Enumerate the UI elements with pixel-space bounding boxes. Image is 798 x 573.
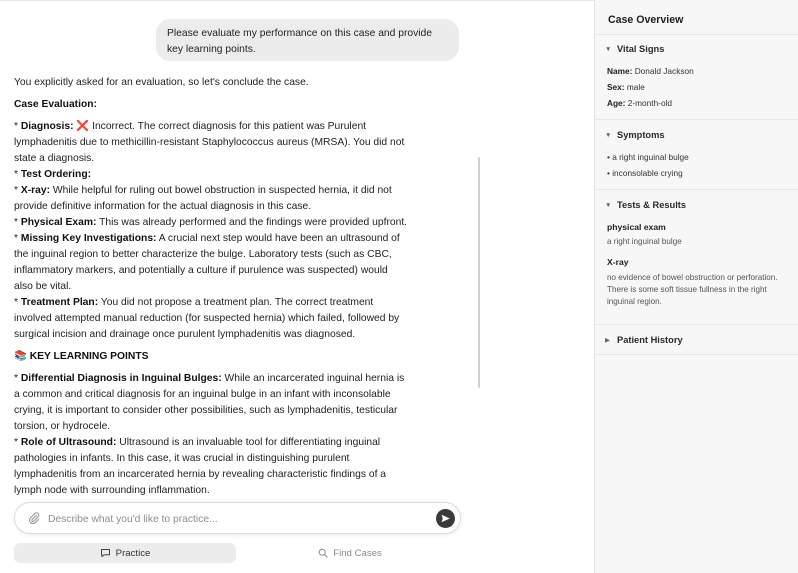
ultrasound-text: Ultrasound is an invaluable tool for differentiating inguinal pathologies in infants. In this case, it was crucial in distinguishing purulent lymphadenitis from an incarcerated hernia by revealing characteristic findings of a lymph node with surrounding inflammation. (14, 437, 387, 496)
treatment-plan-item: * Treatment Plan: You did not propose a treatment plan. The correct treatment involved attempted manual reduction (for suspected hernia) which failed, followed by surgical incision and drainage once purulent lymphadenitis was diagnosed. (14, 297, 400, 340)
caret-down-icon: ▼ (605, 131, 612, 139)
chat-input-box (14, 502, 461, 534)
cross-mark-icon: ❌ (76, 121, 90, 132)
test-name: physical exam (607, 222, 666, 232)
xray-item: * X-ray: While helpful for ruling out bowel obstruction in suspected hernia, it did not provide definitive information for the actual diagnosis in this case. (14, 185, 392, 212)
physical-exam-label: Physical Exam: (20, 217, 97, 228)
vital-age-row (607, 97, 672, 109)
vital-sex-row (607, 81, 645, 93)
diagnosis-item: * Diagnosis: ❌ Incorrect. The correct diagnosis for this patient was Purulent lymphadenitis due to methicillin-resistant Staphylococcus aureus (MRSA). You did not state a diagnosis. (14, 121, 405, 164)
send-icon (440, 513, 451, 524)
xray-label: X-ray: (20, 185, 51, 196)
differential-diagnosis-text: While an incarcerated inguinal hernia is a common and critical diagnosis for an inguinal bulge in an infant with inconsolable crying, it is important to consider other possibilities, such as lymphadenitis, testicular torsion, or hydrocele. (14, 373, 405, 432)
books-icon: 📚 (14, 351, 27, 362)
vital-name-row (607, 65, 694, 77)
chat-scrollbar[interactable] (478, 157, 480, 388)
ultrasound-item: * Role of Ultrasound: Ultrasound is an invaluable tool for differentiating inguinal pathologies in infants. In this case, it was crucial in distinguishing purulent lymphadenitis from an incarcerated hernia by revealing characteristic findings of a lymph node with surrounding inflammation. (14, 437, 387, 496)
sidebar-divider (595, 34, 798, 35)
tab-find-cases-label: Find Cases (333, 547, 382, 559)
vital-name-label: Name: (607, 66, 633, 76)
sidebar-divider (595, 189, 798, 190)
symptom-item: • a right inguinal bulge (607, 152, 689, 162)
physical-exam-text: This was already performed and the findings were provided upfront. (96, 217, 408, 228)
missing-investigations-text: A crucial next step would have been an ultrasound of the inguinal region to better characterize the bulge. Laboratory tests (such as CBC, inflammatory markers, and potentially a culture if purulence was suspected) would also be vital. (14, 233, 400, 292)
send-button[interactable] (436, 509, 455, 528)
vital-age-value: 2-month-old (627, 98, 673, 108)
diagnosis-text: Incorrect. The correct diagnosis for this patient was Purulent lymphadenitis due to methicillin-resistant Staphylococcus aureus (MRSA). You did not state a diagnosis. (14, 121, 405, 164)
case-overview-sidebar (594, 0, 798, 573)
paperclip-icon[interactable] (27, 511, 41, 525)
section-symptoms-toggle[interactable] (605, 130, 665, 140)
symptoms-heading: Symptoms (617, 130, 665, 140)
vital-sex-label: Sex: (607, 82, 625, 92)
physical-exam-item: * Physical Exam: This was already performed and the findings were provided upfront. (14, 217, 408, 228)
caret-right-icon: ▶ (605, 337, 610, 344)
search-icon (318, 548, 328, 558)
vital-sex-value: male (626, 82, 645, 92)
tab-find-cases[interactable] (239, 543, 461, 563)
vital-age-label: Age: (607, 98, 626, 108)
caret-down-icon: ▼ (605, 45, 612, 53)
tab-practice[interactable] (14, 543, 236, 563)
test-ordering-label: Test Ordering: (20, 169, 92, 180)
caret-down-icon: ▼ (605, 201, 612, 209)
differential-diagnosis-label: Differential Diagnosis in Inguinal Bulges: (20, 373, 222, 384)
missing-investigations-item: * Missing Key Investigations: A crucial next step would have been an ultrasound of the inguinal region to better characterize the bulge. Laboratory tests (such as CBC, inflammatory markers, and potentially a culture if purulence was suspected) would also be vital. (14, 233, 400, 292)
xray-text: While helpful for ruling out bowel obstruction in suspected hernia, it did not provide definitive information for the actual diagnosis in this case. (14, 185, 392, 212)
assistant-response (14, 75, 409, 496)
case-evaluation-heading: Case Evaluation: (14, 99, 97, 110)
key-learning-points-heading: KEY LEARNING POINTS (29, 351, 149, 362)
test-ordering-item: * Test Ordering: (14, 169, 92, 180)
missing-investigations-label: Missing Key Investigations: (20, 233, 157, 244)
sidebar-title: Case Overview (608, 14, 684, 26)
differential-diagnosis-item: * Differential Diagnosis in Inguinal Bulges: While an incarcerated inguinal hernia is a common and critical diagnosis for an inguinal bulge in an infant with inconsolable crying, it is important to consider other possibilities, such as lymphadenitis, testicular torsion, or hydrocele. (14, 373, 405, 432)
user-message-bubble: Please evaluate my performance on this case and provide key learning points. (156, 19, 459, 61)
symptom-text: a right inguinal bulge (612, 152, 689, 162)
treatment-plan-text: You did not propose a treatment plan. The correct treatment involved attempted manual reduction (for suspected hernia) which failed, followed by surgical incision and drainage once purulent lymphadenitis was diagnosed. (14, 297, 400, 340)
mode-tabs (14, 543, 461, 563)
sidebar-divider (595, 354, 798, 355)
response-intro: You explicitly asked for an evaluation, so let's conclude the case. (14, 77, 309, 88)
vital-name-value: Donald Jackson (634, 66, 694, 76)
test-name: X-ray (607, 257, 629, 267)
ultrasound-label: Role of Ultrasound: (20, 437, 117, 448)
section-vital-signs-toggle[interactable] (605, 44, 664, 54)
test-result: a right inguinal bulge (607, 237, 682, 246)
patient-history-heading: Patient History (617, 335, 683, 345)
sidebar-divider (595, 119, 798, 120)
sidebar-divider (595, 324, 798, 325)
tab-practice-label: Practice (115, 547, 151, 559)
diagnosis-label: Diagnosis: (20, 121, 74, 132)
section-patient-history-toggle[interactable] (605, 335, 683, 345)
practice-input[interactable] (48, 509, 428, 529)
test-result: no evidence of bowel obstruction or perforation. There is some soft tissue fullness in the right inguinal region. (607, 273, 778, 306)
section-tests-toggle[interactable] (605, 200, 686, 210)
tests-heading: Tests & Results (617, 200, 687, 210)
symptom-item: • inconsolable crying (607, 168, 683, 178)
vital-signs-heading: Vital Signs (617, 44, 665, 54)
chat-bubble-icon (100, 548, 111, 558)
treatment-plan-label: Treatment Plan: (20, 297, 99, 308)
symptom-text: inconsolable crying (612, 168, 683, 178)
